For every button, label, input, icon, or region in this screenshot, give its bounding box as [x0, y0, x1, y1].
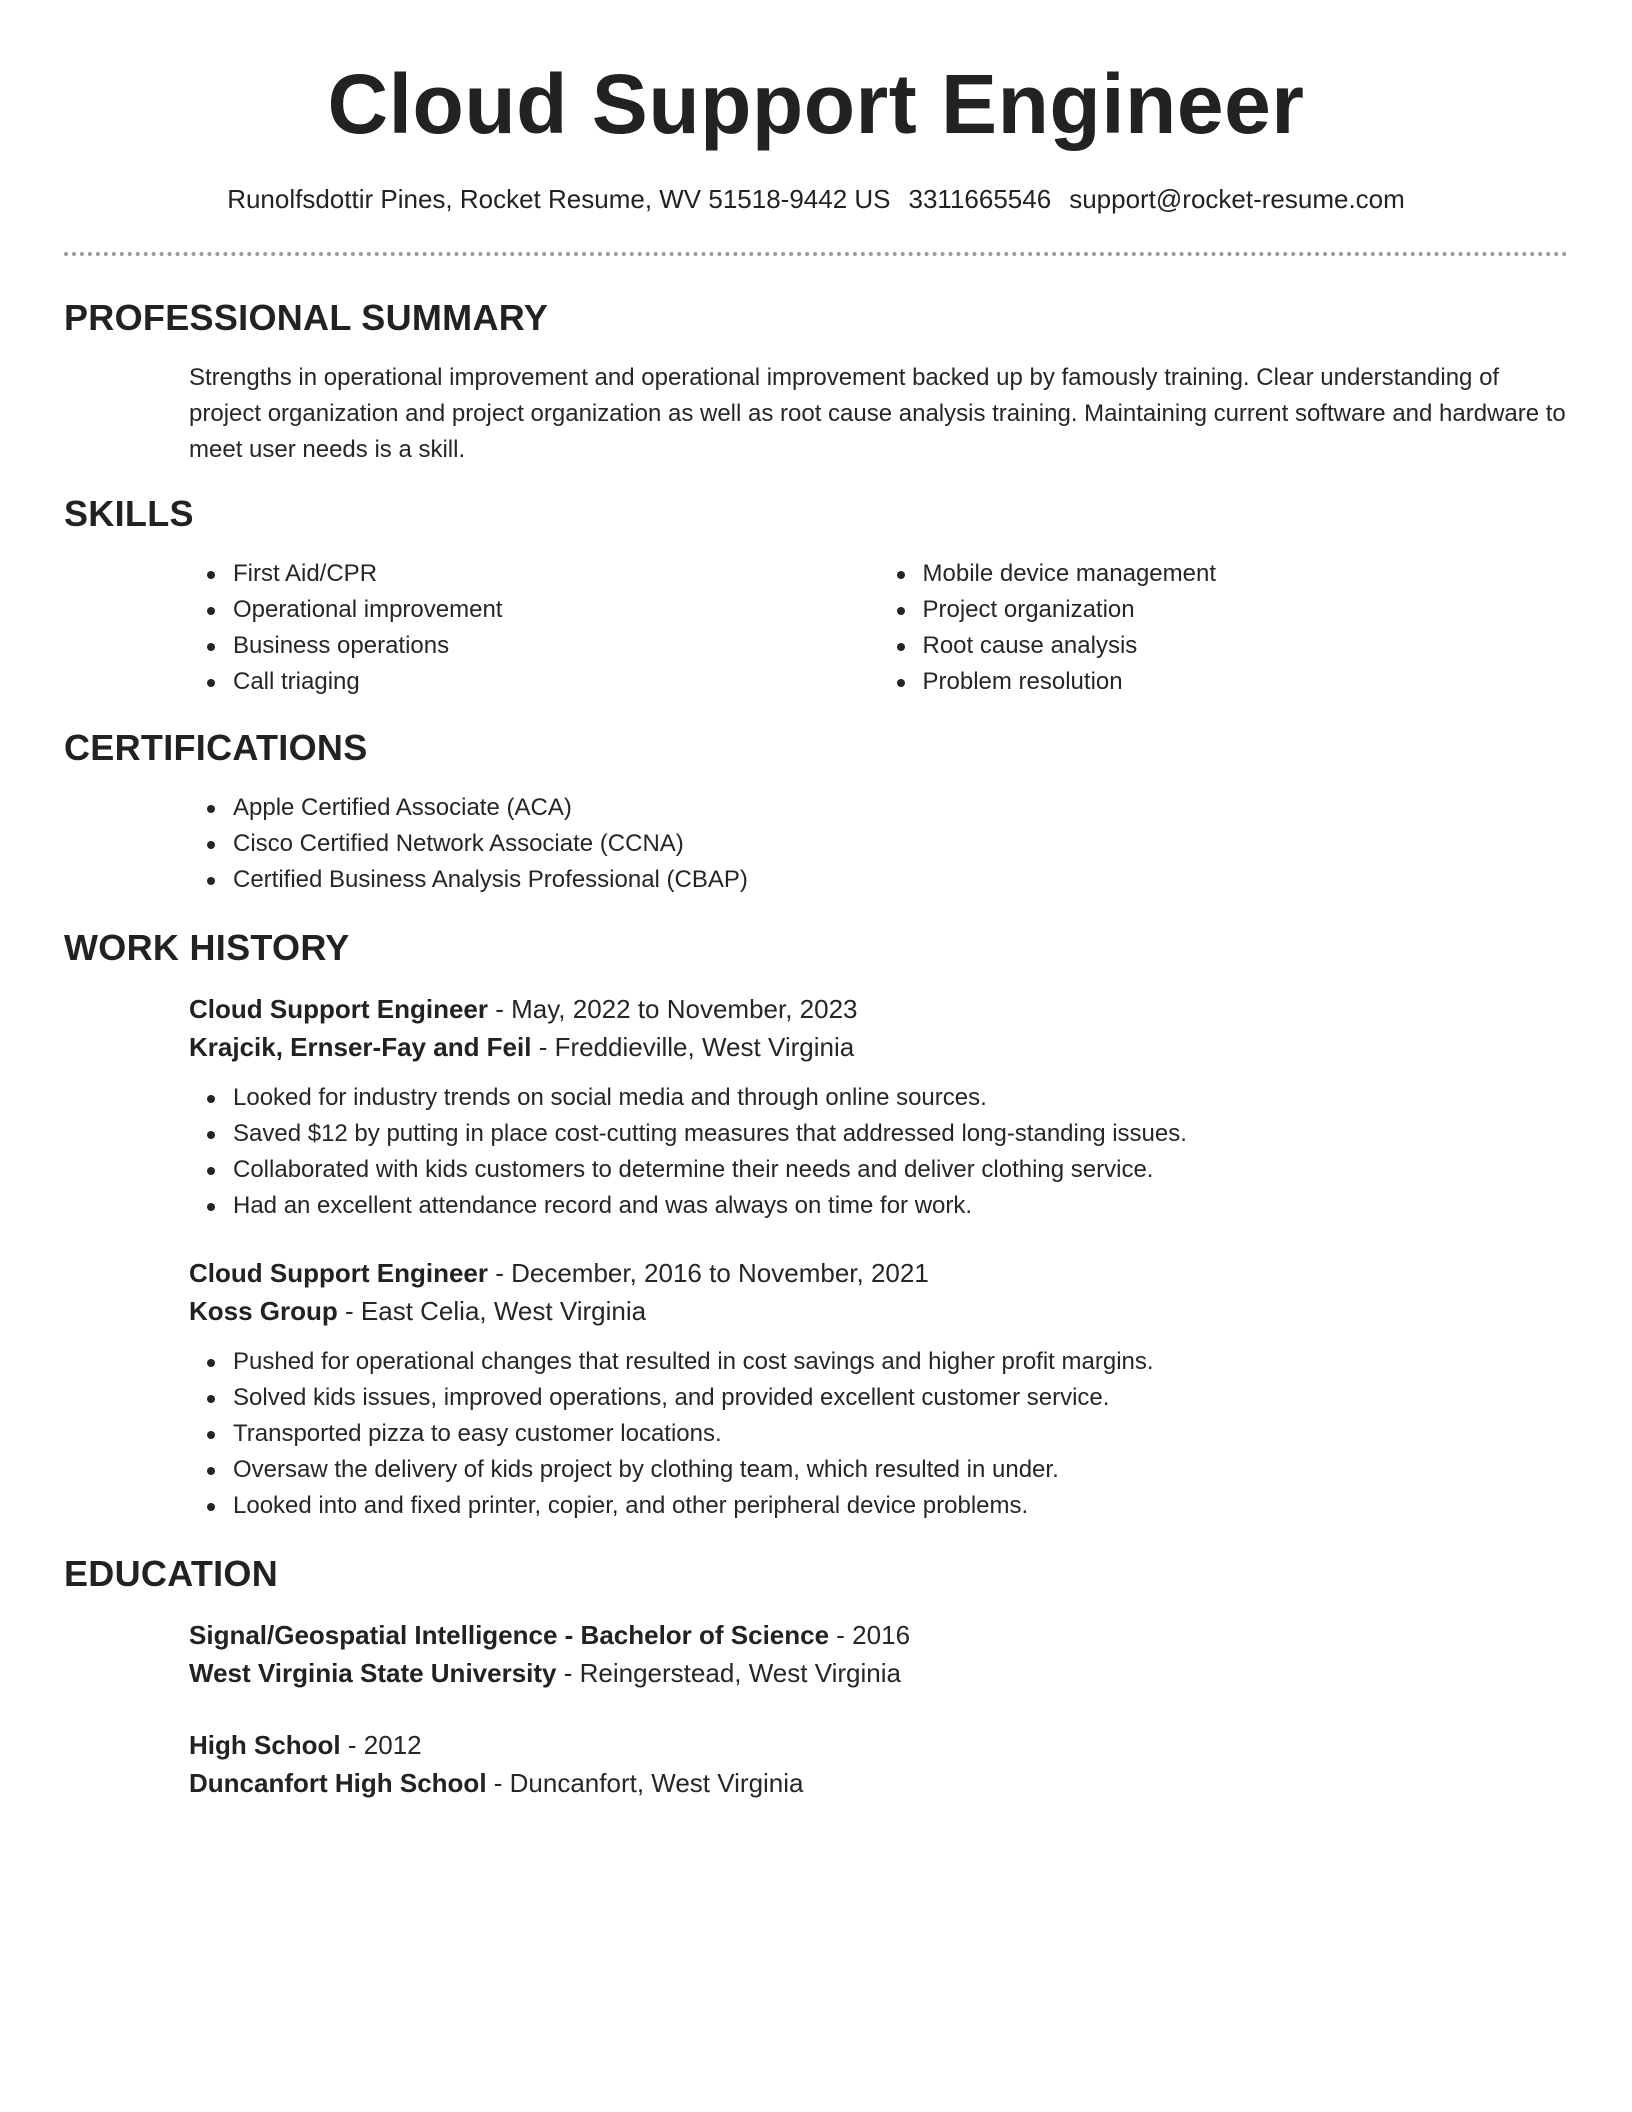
job-title: Cloud Support Engineer	[189, 1258, 488, 1288]
certification-item: Certified Business Analysis Professional (CBAP)	[233, 862, 1568, 898]
header-divider	[64, 252, 1568, 256]
job-company: Koss Group	[189, 1296, 338, 1326]
job-bullet: Collaborated with kids customers to determine their needs and deliver clothing service.	[233, 1152, 1568, 1188]
section-education	[64, 1552, 1568, 1802]
degree-year: - 2016	[829, 1620, 911, 1650]
job-title-line	[189, 1254, 1568, 1292]
skill-item: Call triaging	[233, 664, 879, 700]
skill-item: Mobile device management	[923, 556, 1569, 592]
school: Duncanfort High School	[189, 1768, 487, 1798]
skill-item: Business operations	[233, 628, 879, 664]
job-company-line	[189, 1028, 1568, 1066]
contact-email: support@rocket-resume.com	[1069, 184, 1405, 214]
job-entry	[64, 990, 1568, 1224]
certification-item: Apple Certified Associate (ACA)	[233, 790, 1568, 826]
section-work-history	[64, 926, 1568, 1524]
job-bullet: Looked into and fixed printer, copier, and other peripheral device problems.	[233, 1488, 1568, 1524]
degree: High School	[189, 1730, 341, 1760]
school: West Virginia State University	[189, 1658, 557, 1688]
school-location: - Duncanfort, West Virginia	[486, 1768, 804, 1798]
job-company-line	[189, 1292, 1568, 1330]
degree-line	[189, 1616, 1568, 1654]
job-location: - East Celia, West Virginia	[337, 1296, 647, 1326]
degree-line	[189, 1726, 1568, 1764]
section-heading: EDUCATION	[64, 1553, 279, 1594]
section-heading: SKILLS	[64, 493, 194, 534]
job-bullets	[189, 1080, 1568, 1224]
job-bullet: Oversaw the delivery of kids project by clothing team, which resulted in under.	[233, 1452, 1568, 1488]
skill-item: Root cause analysis	[923, 628, 1569, 664]
contact-phone: 3311665546	[908, 184, 1052, 214]
section-summary	[64, 296, 1568, 468]
school-location: - Reingerstead, West Virginia	[556, 1658, 901, 1688]
contact-info	[64, 182, 1568, 216]
job-dates: - December, 2016 to November, 2021	[488, 1258, 929, 1288]
skills-grid	[189, 556, 1568, 700]
job-bullet: Transported pizza to easy customer locations.	[233, 1416, 1568, 1452]
job-location: - Freddieville, West Virginia	[531, 1032, 855, 1062]
resume-title: Cloud Support Engineer	[327, 57, 1305, 151]
job-title-line	[189, 990, 1568, 1028]
job-dates: - May, 2022 to November, 2023	[488, 994, 858, 1024]
education-entry	[64, 1616, 1568, 1692]
contact-address: Runolfsdottir Pines, Rocket Resume, WV 51518-9442 US	[227, 184, 891, 214]
certifications-list	[189, 790, 1568, 898]
skill-item: First Aid/CPR	[233, 556, 879, 592]
skill-item: Operational improvement	[233, 592, 879, 628]
section-skills	[64, 492, 1568, 700]
section-heading: CERTIFICATIONS	[64, 727, 368, 768]
section-heading: WORK HISTORY	[64, 927, 350, 968]
job-bullet: Saved $12 by putting in place cost-cutting measures that addressed long-standing issues.	[233, 1116, 1568, 1152]
job-bullets	[189, 1344, 1568, 1524]
skill-item: Project organization	[923, 592, 1569, 628]
job-entry	[64, 1254, 1568, 1524]
section-certifications	[64, 726, 1568, 898]
summary-text: Strengths in operational improvement and operational improvement backed up by famously training. Clear understanding of project organization and project organization as well as root cause analysis training. Maintaining current software and hardware to meet user needs is a skill.	[189, 364, 1566, 463]
job-bullet: Had an excellent attendance record and was always on time for work.	[233, 1188, 1568, 1224]
skills-list-left	[189, 556, 879, 700]
section-heading: PROFESSIONAL SUMMARY	[64, 297, 549, 338]
certification-item: Cisco Certified Network Associate (CCNA)	[233, 826, 1568, 862]
job-bullet: Pushed for operational changes that resulted in cost savings and higher profit margins.	[233, 1344, 1568, 1380]
skills-list-right	[879, 556, 1569, 700]
skill-item: Problem resolution	[923, 664, 1569, 700]
job-bullet: Solved kids issues, improved operations, and provided excellent customer service.	[233, 1380, 1568, 1416]
job-bullet: Looked for industry trends on social media and through online sources.	[233, 1080, 1568, 1116]
job-company: Krajcik, Ernser-Fay and Feil	[189, 1032, 532, 1062]
job-title: Cloud Support Engineer	[189, 994, 488, 1024]
school-line	[189, 1654, 1568, 1692]
degree: Signal/Geospatial Intelligence - Bachelor of Science	[189, 1620, 830, 1650]
education-entry	[64, 1726, 1568, 1802]
degree-year: - 2012	[340, 1730, 422, 1760]
school-line	[189, 1764, 1568, 1802]
